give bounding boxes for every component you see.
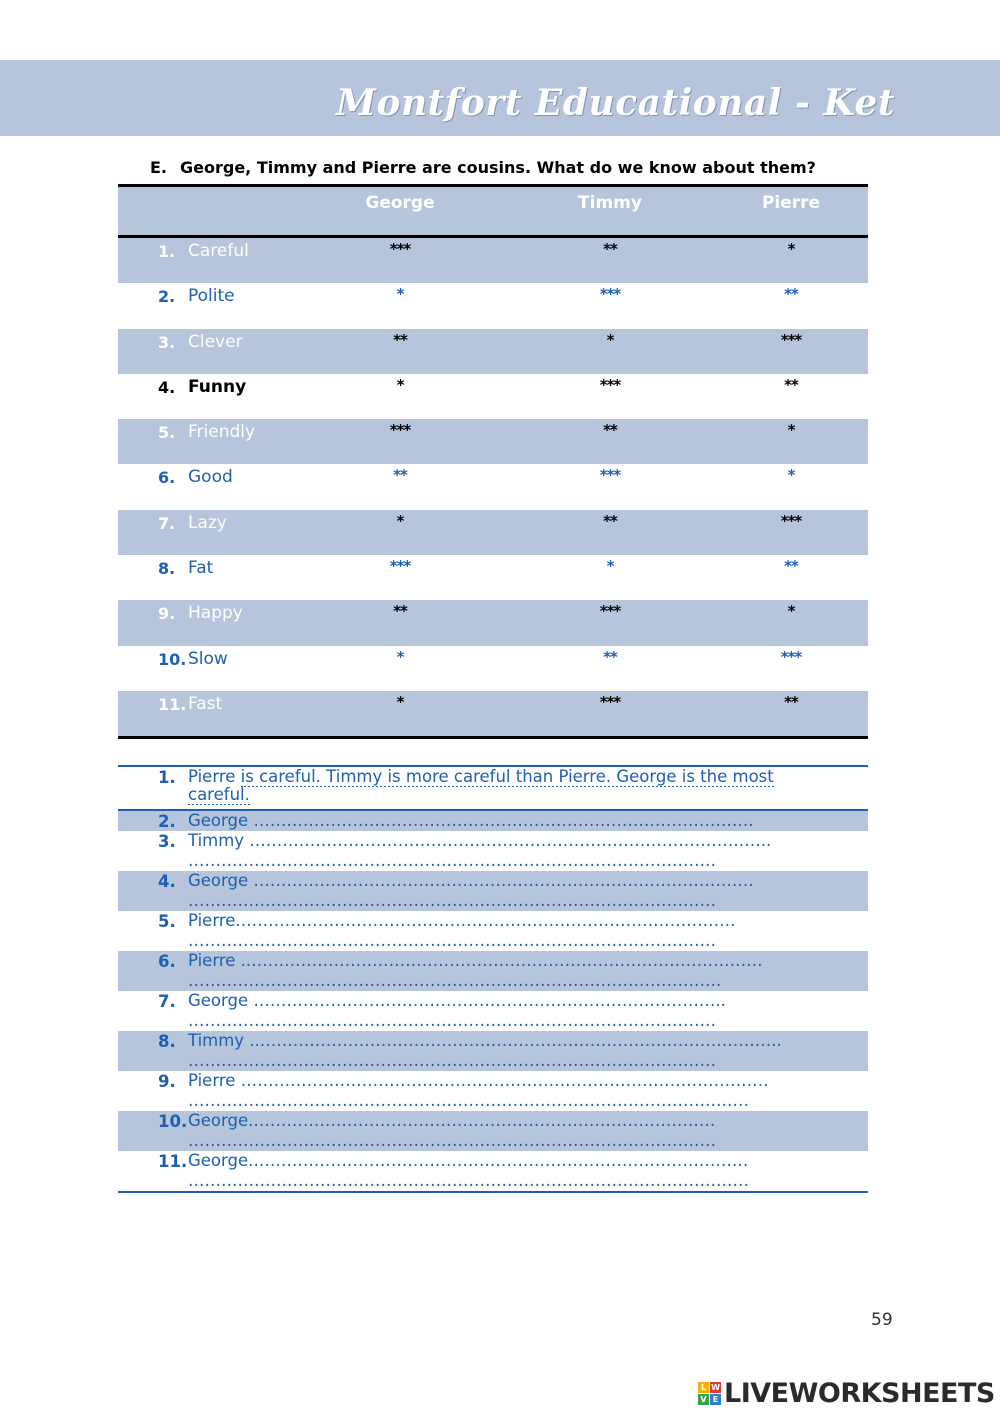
rating-cell: ** [784,557,798,576]
answer-input-line[interactable]: Pierre.……………………………………………………………………………… [188,911,736,930]
row-adjective: Funny [188,376,247,397]
rating-cell: *** [780,647,802,666]
rating-cell: * [396,647,404,666]
answer-input-line[interactable]: …………………………………………………………………………………… [188,931,716,950]
answer-input-line[interactable]: Timmy ..………………………………………………………………………………….. [188,1031,782,1050]
rating-cell: *** [780,511,802,530]
table-body [118,238,868,736]
answer-input-line[interactable]: George.………………………………………………………………………… [188,1111,716,1130]
answer-input-line[interactable]: Pierre …………………………………………………………………………………… [188,1071,769,1090]
answer-row [118,991,868,1031]
rating-cell: ** [393,602,407,621]
answer-number: 1. [158,768,176,787]
answer-row [118,951,868,991]
answer-input-line[interactable]: ………………………………………………………………………………………… [188,1091,749,1110]
header-title: Montfort Educational - Ket [336,82,895,124]
exercise-letter: E. [150,158,168,177]
row-adjective: Good [188,467,233,488]
table-header [118,184,868,238]
table-row [118,510,868,555]
answer-number: 7. [158,992,176,1011]
table-row [118,329,868,374]
answer-row [118,1111,868,1151]
rating-cell: * [396,511,404,530]
answer-input-line[interactable]: …………………………………………………………………………………… [188,1011,716,1030]
rating-cell: * [787,421,795,440]
comparison-table [118,184,868,739]
row-adjective: Careful [188,241,249,261]
rating-cell: * [396,285,404,304]
answer-sample-line [188,767,868,787]
column-pierre: Pierre [761,193,821,213]
row-adjective: Lazy [188,512,227,533]
row-number: 9. [158,604,176,624]
rating-cell: ** [784,285,798,304]
exercise-text: George, Timmy and Pierre are cousins. What do we know about them? [180,158,816,177]
row-number: 3. [158,332,176,352]
row-adjective: Fat [188,558,214,579]
table-row [118,600,868,645]
table-row [118,555,868,600]
rating-cell: *** [389,240,411,258]
rating-cell: *** [599,692,621,711]
rating-cell: *** [599,375,621,394]
row-number: 2. [158,287,176,307]
answer-input-line[interactable]: …………………………………………………………………………………… [188,1131,716,1150]
answer-number: 10. [158,1112,188,1131]
table-row [118,283,868,328]
rating-cell: ** [603,240,617,258]
rating-cell: *** [599,466,621,485]
rating-cell: *** [389,557,411,576]
answer-input-line[interactable]: George ………………………………………………………………………………. [188,871,754,890]
rating-cell: *** [389,421,411,440]
rating-cell: ** [603,647,617,666]
answer-row [118,831,868,871]
answer-number: 9. [158,1072,176,1091]
row-adjective: Polite [188,286,235,307]
row-number: 5. [158,423,176,443]
answer-number: 5. [158,912,176,931]
rating-cell: *** [599,285,621,304]
rating-cell: ** [603,511,617,530]
answer-row [118,1151,868,1191]
row-adjective: Fast [188,693,223,714]
answer-input-line[interactable]: George ………………………………………………………………………………. [188,811,754,830]
logo-letter: V [698,1394,709,1405]
rating-cell: ** [393,466,407,485]
answer-number: 11. [158,1152,188,1171]
row-number: 8. [158,559,176,579]
row-adjective: Slow [188,648,228,669]
answer-input-line[interactable]: …………………………………………………………………………………… [188,1051,716,1070]
rating-cell: * [606,330,614,349]
answer-input-line[interactable]: Timmy ………………………………………………………………………………….. [188,831,772,850]
answer-number: 8. [158,1032,176,1051]
row-number: 4. [158,377,176,397]
logo-letter: E [710,1394,721,1405]
table-row [118,419,868,464]
answer-input-line[interactable]: ……………………………………………………………………………………. [188,971,722,990]
answer-row [118,1031,868,1071]
column-george: George [365,193,435,213]
rating-cell: * [606,557,614,576]
exercise-prompt [150,158,816,177]
row-number: 10. [158,649,187,669]
answer-row [118,871,868,911]
table-bottom-rule [118,736,868,739]
rating-cell: * [787,240,795,258]
answer-row [118,811,868,831]
rating-cell: * [787,602,795,621]
logo-letter: W [711,1382,720,1392]
rating-cell: ** [393,330,407,349]
rating-cell: ** [784,692,798,711]
column-timmy: Timmy [578,193,642,213]
answer-number: 2. [158,812,176,831]
row-adjective: Friendly [188,422,256,443]
rating-cell: * [787,466,795,485]
answer-row [118,767,868,811]
answer-input-line[interactable]: George.……………………………………………………………………………… [188,1151,749,1170]
table-row [118,464,868,509]
brand-footer [698,1378,995,1408]
answer-input-line[interactable]: …………………………………………………………………………………… [188,851,716,870]
header-banner [0,60,1000,136]
answer-subject: Pierre [188,767,236,786]
rating-cell: * [396,375,404,394]
table-row [118,646,868,691]
liveworksheets-logo-icon [698,1382,721,1405]
answer-sample-text: is careful. Timmy is more careful than Pierre. George is the most [240,767,774,786]
page-number: 59 [871,1310,893,1330]
answer-number: 3. [158,832,176,851]
table-row [118,374,868,419]
row-number: 1. [158,242,176,261]
table-row [118,691,868,736]
answer-sample-line [188,785,868,805]
answer-input-line[interactable]: ………………………………………………………………………………………… [188,1171,749,1190]
rating-cell: ** [784,375,798,394]
row-number: 6. [158,468,176,488]
logo-letter: L [698,1382,709,1393]
answer-row [118,911,868,951]
rating-cell: *** [599,602,621,621]
answer-number: 4. [158,872,176,891]
answer-number: 6. [158,952,176,971]
answer-sample-text: careful. [188,785,250,804]
rating-cell: *** [780,330,802,349]
answer-input-line[interactable]: Pierre ..………………………………………………………………………………… [188,951,763,970]
row-adjective: Happy [188,603,243,624]
table-row [118,238,868,283]
answer-input-line[interactable]: …………………………………………………………………………………… [188,891,716,910]
rating-cell: * [396,692,404,711]
rating-cell: ** [603,421,617,440]
answer-input-line[interactable]: George ………………………………………………………………………….. [188,991,726,1010]
row-number: 7. [158,513,176,533]
answer-lines [118,765,868,1193]
answer-row [118,1071,868,1111]
row-adjective: Clever [188,331,243,352]
row-number: 11. [158,694,187,714]
brand-name: LIVEWORKSHEETS [724,1377,995,1409]
